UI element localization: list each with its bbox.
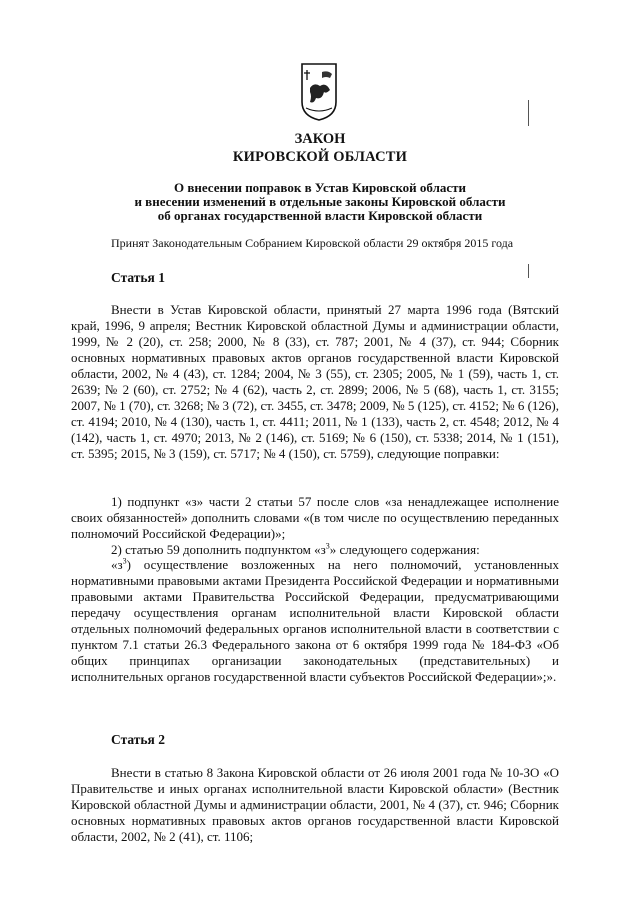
document-subtitle-line: об органах государственной власти Кировской области <box>157 208 483 223</box>
item-2-text-end: » следующего содержания: <box>329 542 480 557</box>
article-1-quoted-subitem <box>71 557 559 685</box>
document-region: КИРОВСКОЙ ОБЛАСТИ <box>232 149 408 165</box>
adoption-note: Принят Законодательным Собранием Кировской области 29 октября 2015 года <box>111 236 514 250</box>
quote-text: ) осуществление возложенных на него полномочий, установленных нормативными правовыми актами Президента Российской Федерации и нормативными правовыми актами Правительства Российской Федерации, предусматривающими передачу осуществления органам исполнительной власти Кировской области отдельных полномочий федеральных органов исполнительной власти в соответствии с пунктом 7.1 статьи 26.3 Федерального закона от 6 октября 1999 года № 184-ФЗ «Об общих принципах организации законодательных (представительных) и исполнительных органов государственной власти субъектов Российской Федерации»;». <box>71 557 559 684</box>
margin-mark <box>528 100 529 126</box>
article-2-intro: Внести в статью 8 Закона Кировской области от 26 июля 2001 года № 10-ЗО «О Правительстве и иных органах исполнительной власти Кировской области» (Вестник Кировской областной Думы и администрации области, 2001, № 4 (37), ст. 946; Сборник основных нормативных правовых актов органов государственной власти Кировской области, 2002, № 2 (41), ст. 1106; <box>71 765 559 844</box>
article-1-item-1: 1) подпункт «з» части 2 статьи 57 после слов «за ненадлежащее исполнение своих обязанностей» дополнить словами «(в том числе по осуществлению переданных полномочий Российской Федерации)»; <box>71 494 559 541</box>
document-subtitle-line: и внесении изменений в отдельные законы Кировской области <box>134 194 506 209</box>
article-2-heading: Статья 2 <box>111 732 165 747</box>
article-1-item-2 <box>71 542 559 558</box>
coat-of-arms-icon <box>300 62 338 122</box>
article-1-heading: Статья 1 <box>111 270 165 285</box>
item-2-superscript: 3 <box>325 541 330 551</box>
document-type: ЗАКОН <box>294 131 346 147</box>
document-subtitle-line: О внесении поправок в Устав Кировской области <box>173 180 467 195</box>
quote-superscript: 3 <box>122 556 127 566</box>
item-2-text: 2) статью 59 дополнить подпунктом «з <box>111 542 326 557</box>
article-1-intro: Внести в Устав Кировской области, принятый 27 марта 1996 года (Вятский край, 1996, 9 апреля; Вестник Кировской областной Думы и администрации области, 1999, № 2 (20), ст. 258; 2000, № 8 (33), ст. 787; 2001, № 4 (37), ст. 944; Сборник основных нормативных правовых актов органов государственной власти Кировской области, 2002, № 4 (43), ст. 1284; 2004, № 3 (55), ст. 2305; 2005, № 1 (59), часть 1, ст. 2639; № 2 (60), ст. 2752; № 4 (62), часть 2, ст. 2899; 2006, № 5 (68), часть 1, ст. 3155; 2007, № 1 (70), ст. 3268; № 3 (72), ст. 3455, ст. 3478; 2009, № 5 (125), ст. 4152; № 6 (126), ст. 4194; 2010, № 4 (130), часть 1, ст. 4411; 2011, № 1 (133), часть 2, ст. 4548; 2012, № 4 (142), часть 1, ст. 4970; 2013, № 2 (146), ст. 5169; № 6 (150), ст. 5338; 2014, № 1 (151), ст. 5395; 2015, № 3 (159), ст. 5717; № 4 (150), ст. 5759), следующие поправки: <box>71 302 559 461</box>
quote-text-start: «з <box>111 557 123 572</box>
margin-mark <box>528 264 529 278</box>
